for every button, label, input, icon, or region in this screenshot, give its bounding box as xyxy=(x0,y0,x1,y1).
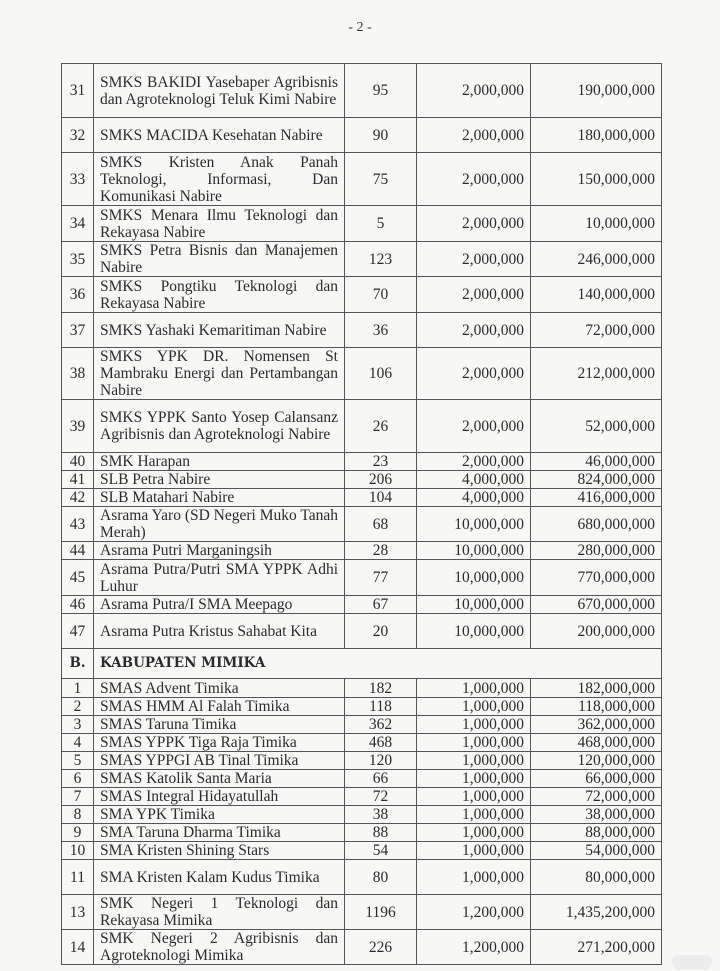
school-name: SMKS Pongtiku Teknologi dan Rekayasa Nabire xyxy=(94,277,345,313)
row-number: 44 xyxy=(62,542,94,560)
table-row xyxy=(62,277,662,313)
unit-amount: 2,000,000 xyxy=(417,400,531,453)
school-name: SMAS HMM Al Falah Timika xyxy=(94,698,345,716)
row-number: 9 xyxy=(62,824,94,842)
row-number: 42 xyxy=(62,489,94,507)
unit-amount: 10,000,000 xyxy=(417,596,531,614)
school-name: SMKS Petra Bisnis dan Manajemen Nabire xyxy=(94,242,345,277)
row-number: 45 xyxy=(62,560,94,596)
row-number: 34 xyxy=(62,206,94,242)
total-amount: 54,000,000 xyxy=(531,842,662,860)
student-count: 226 xyxy=(345,930,417,965)
table-row xyxy=(62,64,662,118)
total-amount: 468,000,000 xyxy=(531,734,662,752)
total-amount: 182,000,000 xyxy=(531,679,662,698)
school-name: SMKS YPPK Santo Yosep Calansanz Agribisnis dan Agroteknologi Nabire xyxy=(94,400,345,453)
total-amount: 72,000,000 xyxy=(531,313,662,348)
row-number: 14 xyxy=(62,930,94,965)
unit-amount: 4,000,000 xyxy=(417,489,531,507)
table-row xyxy=(62,824,662,842)
row-number: 32 xyxy=(62,118,94,153)
student-count: 28 xyxy=(345,542,417,560)
total-amount: 280,000,000 xyxy=(531,542,662,560)
total-amount: 824,000,000 xyxy=(531,471,662,489)
table-row xyxy=(62,895,662,930)
school-name: SMAS Advent Timika xyxy=(94,679,345,698)
total-amount: 10,000,000 xyxy=(531,206,662,242)
total-amount: 150,000,000 xyxy=(531,153,662,206)
total-amount: 66,000,000 xyxy=(531,770,662,788)
unit-amount: 1,000,000 xyxy=(417,860,531,895)
total-amount: 212,000,000 xyxy=(531,348,662,400)
page-number: - 2 - xyxy=(348,20,372,35)
table-row xyxy=(62,698,662,716)
unit-amount: 2,000,000 xyxy=(417,277,531,313)
row-number: 38 xyxy=(62,348,94,400)
total-amount: 52,000,000 xyxy=(531,400,662,453)
row-number: 37 xyxy=(62,313,94,348)
unit-amount: 1,000,000 xyxy=(417,824,531,842)
total-amount: 180,000,000 xyxy=(531,118,662,153)
student-count: 5 xyxy=(345,206,417,242)
total-amount: 38,000,000 xyxy=(531,806,662,824)
row-number: 6 xyxy=(62,770,94,788)
unit-amount: 10,000,000 xyxy=(417,507,531,542)
table-row xyxy=(62,860,662,895)
student-count: 206 xyxy=(345,471,417,489)
table-row xyxy=(62,842,662,860)
student-count: 70 xyxy=(345,277,417,313)
table-row xyxy=(62,752,662,770)
unit-amount: 1,000,000 xyxy=(417,698,531,716)
school-name: Asrama Putra/Putri SMA YPPK Adhi Luhur xyxy=(94,560,345,596)
school-name: SMAS YPPGI AB Tinal Timika xyxy=(94,752,345,770)
total-amount: 362,000,000 xyxy=(531,716,662,734)
table-row xyxy=(62,400,662,453)
unit-amount: 1,000,000 xyxy=(417,842,531,860)
row-number: 5 xyxy=(62,752,94,770)
row-number: 8 xyxy=(62,806,94,824)
row-number: 46 xyxy=(62,596,94,614)
student-count: 72 xyxy=(345,788,417,806)
unit-amount: 1,200,000 xyxy=(417,930,531,965)
student-count: 1196 xyxy=(345,895,417,930)
student-count: 38 xyxy=(345,806,417,824)
section-title: KABUPATEN MIMIKA xyxy=(94,649,662,679)
row-number: 11 xyxy=(62,860,94,895)
row-number: 39 xyxy=(62,400,94,453)
school-name: Asrama Putra Kristus Sahabat Kita xyxy=(94,614,345,649)
table-row xyxy=(62,542,662,560)
row-number: 13 xyxy=(62,895,94,930)
section-a-rows xyxy=(62,64,662,649)
table-row xyxy=(62,242,662,277)
total-amount: 140,000,000 xyxy=(531,277,662,313)
total-amount: 246,000,000 xyxy=(531,242,662,277)
unit-amount: 1,000,000 xyxy=(417,806,531,824)
unit-amount: 10,000,000 xyxy=(417,614,531,649)
unit-amount: 10,000,000 xyxy=(417,560,531,596)
section-header-row xyxy=(62,649,662,679)
table-row xyxy=(62,489,662,507)
school-name: SLB Petra Nabire xyxy=(94,471,345,489)
unit-amount: 1,200,000 xyxy=(417,895,531,930)
table-row xyxy=(62,788,662,806)
unit-amount: 1,000,000 xyxy=(417,734,531,752)
unit-amount: 1,000,000 xyxy=(417,716,531,734)
school-name: SMAS Katolik Santa Maria xyxy=(94,770,345,788)
table-row xyxy=(62,596,662,614)
unit-amount: 2,000,000 xyxy=(417,153,531,206)
total-amount: 80,000,000 xyxy=(531,860,662,895)
unit-amount: 10,000,000 xyxy=(417,542,531,560)
student-count: 106 xyxy=(345,348,417,400)
total-amount: 1,435,200,000 xyxy=(531,895,662,930)
table-row xyxy=(62,118,662,153)
school-name: SMAS Taruna Timika xyxy=(94,716,345,734)
total-amount: 72,000,000 xyxy=(531,788,662,806)
unit-amount: 2,000,000 xyxy=(417,118,531,153)
total-amount: 770,000,000 xyxy=(531,560,662,596)
student-count: 120 xyxy=(345,752,417,770)
unit-amount: 2,000,000 xyxy=(417,242,531,277)
table-row xyxy=(62,930,662,965)
school-name: SMK Harapan xyxy=(94,453,345,471)
unit-amount: 1,000,000 xyxy=(417,788,531,806)
table-row xyxy=(62,716,662,734)
table-row xyxy=(62,206,662,242)
unit-amount: 2,000,000 xyxy=(417,453,531,471)
student-count: 67 xyxy=(345,596,417,614)
total-amount: 271,200,000 xyxy=(531,930,662,965)
school-name: SMK Negeri 1 Teknologi dan Rekayasa Mimika xyxy=(94,895,345,930)
table-row xyxy=(62,560,662,596)
student-count: 88 xyxy=(345,824,417,842)
school-name: SMA Taruna Dharma Timika xyxy=(94,824,345,842)
row-number: 1 xyxy=(62,679,94,698)
table-row xyxy=(62,153,662,206)
school-name: SMKS YPK DR. Nomensen St Mambraku Energi dan Pertambangan Nabire xyxy=(94,348,345,400)
unit-amount: 4,000,000 xyxy=(417,471,531,489)
student-count: 118 xyxy=(345,698,417,716)
row-number: 3 xyxy=(62,716,94,734)
school-name: SMAS YPPK Tiga Raja Timika xyxy=(94,734,345,752)
table-row xyxy=(62,453,662,471)
student-count: 66 xyxy=(345,770,417,788)
row-number: 41 xyxy=(62,471,94,489)
student-count: 36 xyxy=(345,313,417,348)
unit-amount: 1,000,000 xyxy=(417,752,531,770)
student-count: 123 xyxy=(345,242,417,277)
student-count: 80 xyxy=(345,860,417,895)
row-number: 31 xyxy=(62,64,94,118)
total-amount: 118,000,000 xyxy=(531,698,662,716)
school-name: Asrama Yaro (SD Negeri Muko Tanah Merah) xyxy=(94,507,345,542)
row-number: 10 xyxy=(62,842,94,860)
school-name: SLB Matahari Nabire xyxy=(94,489,345,507)
student-count: 26 xyxy=(345,400,417,453)
student-count: 68 xyxy=(345,507,417,542)
total-amount: 670,000,000 xyxy=(531,596,662,614)
section-b-header xyxy=(62,649,662,679)
student-count: 77 xyxy=(345,560,417,596)
student-count: 182 xyxy=(345,679,417,698)
school-name: SMKS BAKIDI Yasebaper Agribisnis dan Agroteknologi Teluk Kimi Nabire xyxy=(94,64,345,118)
total-amount: 46,000,000 xyxy=(531,453,662,471)
unit-amount: 1,000,000 xyxy=(417,679,531,698)
school-name: SMA Kristen Kalam Kudus Timika xyxy=(94,860,345,895)
table-row xyxy=(62,471,662,489)
unit-amount: 2,000,000 xyxy=(417,313,531,348)
total-amount: 200,000,000 xyxy=(531,614,662,649)
school-name: SMKS Menara Ilmu Teknologi dan Rekayasa Nabire xyxy=(94,206,345,242)
section-label: B. xyxy=(62,649,94,679)
total-amount: 416,000,000 xyxy=(531,489,662,507)
school-name: SMKS Kristen Anak Panah Teknologi, Informasi, Dan Komunikasi Nabire xyxy=(94,153,345,206)
unit-amount: 1,000,000 xyxy=(417,770,531,788)
school-name: SMKS Yashaki Kemaritiman Nabire xyxy=(94,313,345,348)
student-count: 362 xyxy=(345,716,417,734)
student-count: 468 xyxy=(345,734,417,752)
unit-amount: 2,000,000 xyxy=(417,348,531,400)
unit-amount: 2,000,000 xyxy=(417,206,531,242)
school-name: SMA YPK Timika xyxy=(94,806,345,824)
student-count: 23 xyxy=(345,453,417,471)
scan-corner-mark xyxy=(672,955,712,969)
table-row xyxy=(62,770,662,788)
row-number: 43 xyxy=(62,507,94,542)
student-count: 20 xyxy=(345,614,417,649)
row-number: 7 xyxy=(62,788,94,806)
student-count: 75 xyxy=(345,153,417,206)
table-row xyxy=(62,614,662,649)
table-row xyxy=(62,806,662,824)
school-name: SMAS Integral Hidayatullah xyxy=(94,788,345,806)
table-row xyxy=(62,348,662,400)
row-number: 2 xyxy=(62,698,94,716)
row-number: 36 xyxy=(62,277,94,313)
row-number: 40 xyxy=(62,453,94,471)
student-count: 95 xyxy=(345,64,417,118)
school-name: Asrama Putri Marganingsih xyxy=(94,542,345,560)
school-name: SMK Negeri 2 Agribisnis dan Agroteknologi Mimika xyxy=(94,930,345,965)
allocation-table xyxy=(61,63,662,965)
table-row xyxy=(62,313,662,348)
table-row xyxy=(62,507,662,542)
unit-amount: 2,000,000 xyxy=(417,64,531,118)
school-name: SMA Kristen Shining Stars xyxy=(94,842,345,860)
row-number: 47 xyxy=(62,614,94,649)
student-count: 90 xyxy=(345,118,417,153)
school-name: SMKS MACIDA Kesehatan Nabire xyxy=(94,118,345,153)
school-name: Asrama Putra/I SMA Meepago xyxy=(94,596,345,614)
total-amount: 88,000,000 xyxy=(531,824,662,842)
row-number: 33 xyxy=(62,153,94,206)
total-amount: 190,000,000 xyxy=(531,64,662,118)
student-count: 54 xyxy=(345,842,417,860)
table-row xyxy=(62,734,662,752)
row-number: 35 xyxy=(62,242,94,277)
total-amount: 120,000,000 xyxy=(531,752,662,770)
total-amount: 680,000,000 xyxy=(531,507,662,542)
table-row xyxy=(62,679,662,698)
section-b-rows xyxy=(62,679,662,965)
row-number: 4 xyxy=(62,734,94,752)
student-count: 104 xyxy=(345,489,417,507)
